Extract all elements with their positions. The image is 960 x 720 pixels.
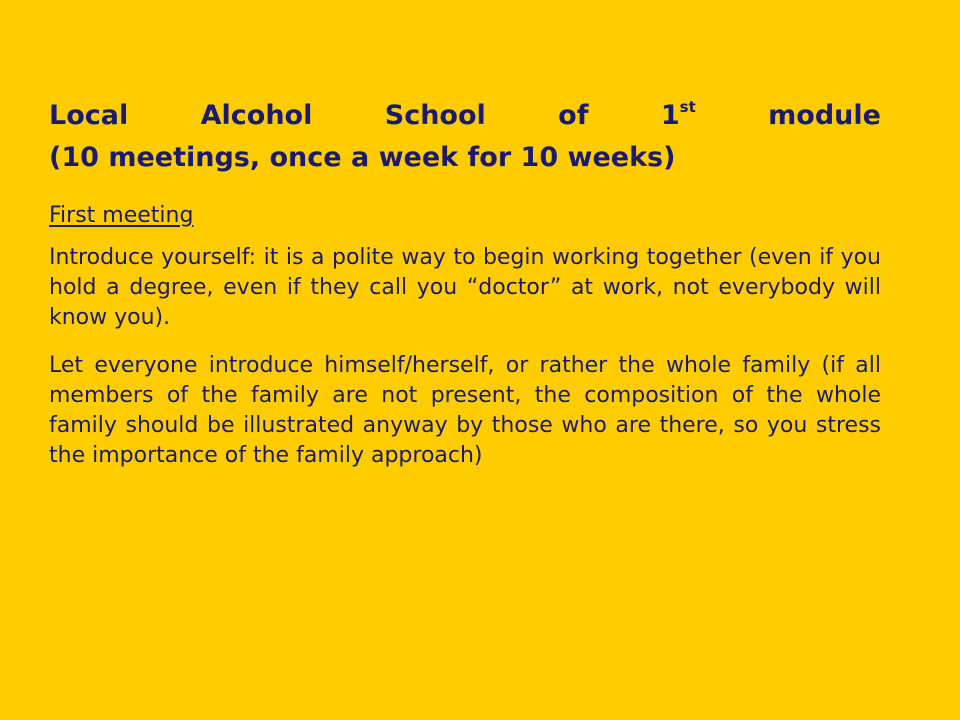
slide-content	[49, 95, 881, 471]
title-word: Alcohol	[200, 100, 313, 131]
title-ordinal	[661, 95, 696, 137]
title-ordinal-suffix: st	[679, 98, 696, 116]
title-word: Local	[49, 100, 129, 131]
slide-title	[49, 95, 881, 179]
title-word: of	[558, 100, 589, 131]
title-word: module	[768, 100, 881, 131]
subheading-first-meeting: First meeting	[49, 203, 194, 228]
paragraph-introduce-family: Let everyone introduce himself/herself, or rather the whole family (if all members of the family are not present, the composition of the whole family should be illustrated anyway by those who are there, so you stress the importance of the family approach)	[49, 353, 881, 468]
title-word: School	[384, 100, 486, 131]
title-ordinal-number: 1	[660, 100, 680, 131]
title-line-2: (10 meetings, once a week for 10 weeks)	[49, 142, 676, 173]
paragraph-introduce-yourself: Introduce yourself: it is a polite way to begin working together (even if you hold a degree, even if they call you “doctor” at work, not everybody will know you).	[49, 245, 881, 330]
title-line-1	[49, 95, 881, 137]
